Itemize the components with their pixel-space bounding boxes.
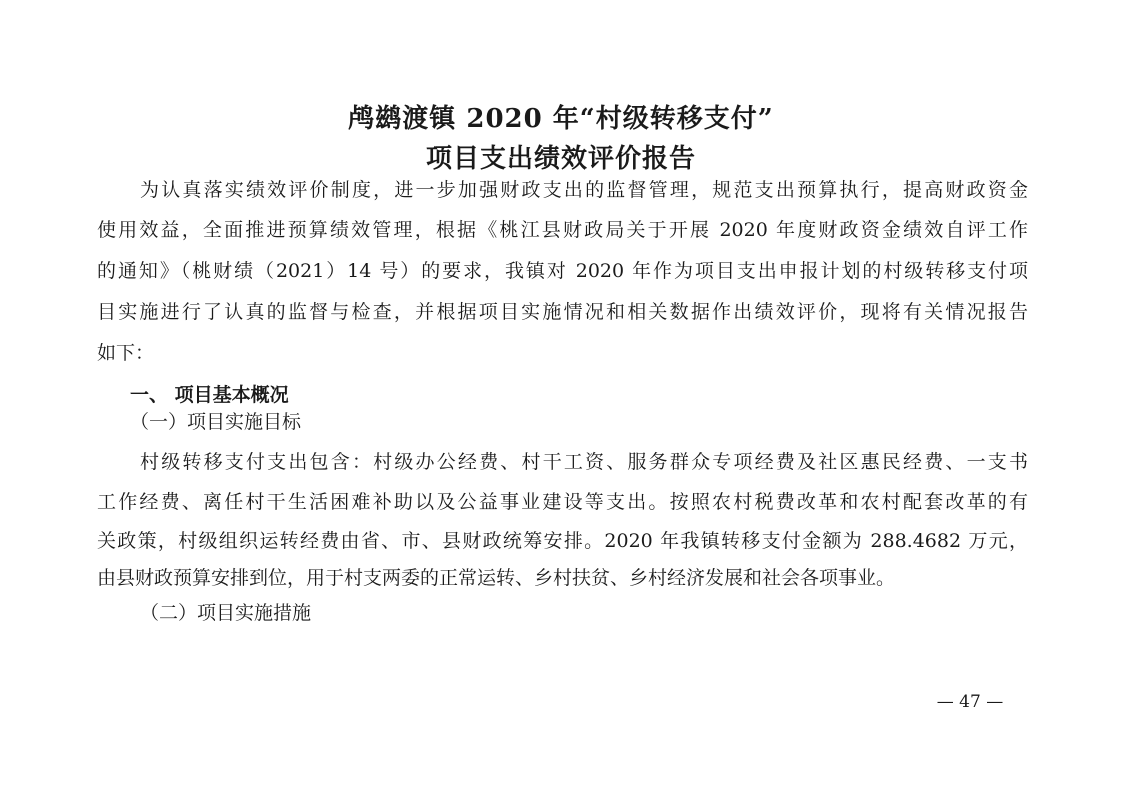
intro-line-5: 如下： [97,342,155,364]
document-title-line-2: 项目支出绩效评价报告 [425,144,696,174]
subsection-1-line-4: 由县财政预算安排到位，用于村支两委的正常运转、乡村扶贫、乡村经济发展和社会各项事业。 [97,567,896,589]
page-number: — 47 — [936,692,1004,712]
section-heading-1: 一、 项目基本概况 [130,384,289,406]
subsection-1-line-2: 工作经费、离任村干生活困难补助以及公益事业建设等支出。按照农村税费改革和农村配套改革的有 [97,491,1028,513]
subsection-1-line-1: 村级转移支付支出包含：村级办公经费、村干工资、服务群众专项经费及社区惠民经费、一支书 [140,451,1028,473]
intro-line-2: 使用效益，全面推进预算绩效管理，根据《桃江县财政局关于开展 2020 年度财政资金绩效自评工作 [97,219,1028,241]
subsection-1-line-3: 关政策，村级组织运转经费由省、市、县财政统筹安排。2020 年我镇转移支付金额为 288.4682 万元， [97,530,1028,552]
document-title-line-1: 鸬鹚渡镇 2020 年“村级转移支付” [348,104,774,134]
intro-line-3: 的通知》（桃财绩（2021）14 号）的要求，我镇对 2020 年作为项目支出申报计划的村级转移支付项 [97,260,1028,282]
intro-line-1: 为认真落实绩效评价制度，进一步加强财政支出的监督管理，规范支出预算执行，提高财政资金 [140,179,1028,201]
subsection-heading-2: （二）项目实施措施 [140,602,312,624]
subsection-heading-1: （一）项目实施目标 [130,411,302,433]
intro-line-4: 目实施进行了认真的监督与检查，并根据项目实施情况和相关数据作出绩效评价，现将有关情况报告 [97,301,1028,323]
